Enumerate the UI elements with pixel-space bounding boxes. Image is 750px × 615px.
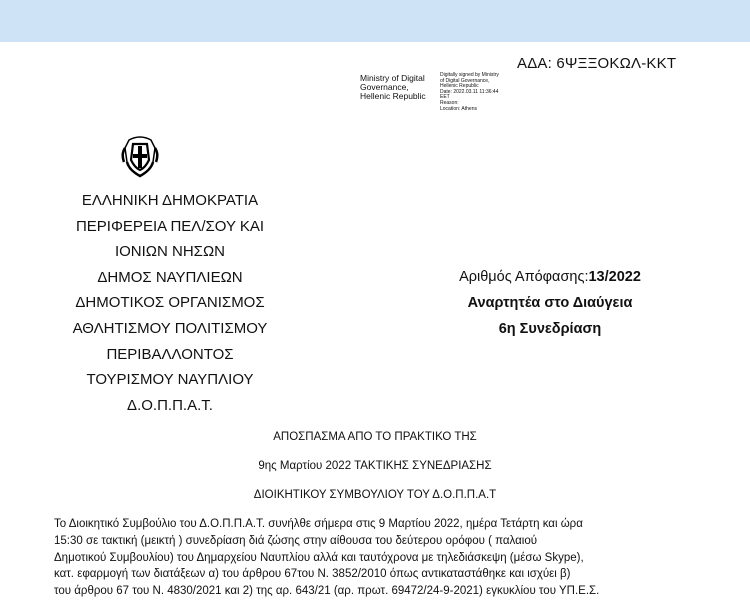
authority-line: ΕΛΛΗΝΙΚΗ ΔΗΜΟΚΡΑΤΙΑ bbox=[81, 192, 259, 209]
authority-line: ΔΗΜΟΣ ΝΑΥΠΛΙΕΩΝ bbox=[97, 268, 243, 286]
signature-detail-line: EET bbox=[440, 94, 450, 101]
signature-detail-line: of Digital Governance, bbox=[440, 77, 490, 84]
authority-line: ΤΟΥΡΙΣΜΟΥ ΝΑΥΠΛΙΟΥ bbox=[86, 371, 254, 389]
signature-detail-line: Hellenic Republic bbox=[440, 83, 479, 90]
top-bar bbox=[0, 0, 750, 42]
authority-line: Δ.Ο.Π.Π.Α.Τ. bbox=[127, 396, 213, 414]
body-line: 15:30 σε τακτική (μεικτή ) συνεδρίαση διά ζώσης στην αίθουσα του δεύτερου ορόφου ( παλαιού bbox=[54, 534, 538, 547]
extract-title bbox=[0, 423, 750, 510]
decision-session: 6η Συνεδρίαση bbox=[498, 321, 602, 337]
authority-line: ΠΕΡΙΦΕΡΕΙΑ ΠΕΛ/ΣΟΥ ΚΑΙ bbox=[75, 217, 265, 235]
signature-signer bbox=[360, 74, 440, 101]
decision-number bbox=[420, 264, 680, 290]
greek-emblem-icon bbox=[115, 132, 165, 182]
signer-line: Ministry of Digital bbox=[360, 73, 425, 83]
signature-detail-line: Reason: bbox=[440, 99, 459, 106]
decision-block bbox=[420, 264, 680, 342]
authority-line: ΠΕΡΙΒΑΛΛΟΝΤΟΣ bbox=[106, 345, 234, 363]
signature-details bbox=[440, 73, 540, 112]
signer-line: Hellenic Republic bbox=[360, 91, 426, 101]
authority-line: ΑΘΛΗΤΙΣΜΟΥ ΠΟΛΙΤΙΣΜΟΥ bbox=[72, 319, 268, 337]
authority-line: ΙΟΝΙΩΝ ΝΗΣΩΝ bbox=[114, 243, 226, 261]
body-line: κατ. εφαρμογή των διατάξεων α) του άρθρου 67του Ν. 3852/2010 όπως αντικαταστάθηκε και ισχύει β) bbox=[54, 568, 571, 581]
extract-line: 9ης Μαρτίου 2022 ΤΑΚΤΙΚΗΣ ΣΥΝΕΔΡΙΑΣΗΣ bbox=[258, 460, 492, 472]
body-line: Δημοτικού Συμβουλίου) του Δημαρχείου Ναυπλίου αλλά και ταυτόχρονα με τηλεδιάσκεψη (μέσω Skype), bbox=[54, 551, 584, 564]
authority-header bbox=[40, 188, 300, 418]
signature-detail-line: Date: 2022.03.11 11:36:44 bbox=[440, 88, 499, 95]
ada-code: ΑΔΑ: 6ΨΞΞΟΚΩΛ-ΚΚΤ bbox=[517, 55, 677, 72]
extract-line: ΑΠΟΣΠΑΣΜΑ ΑΠΟ ΤΟ ΠΡΑΚΤΙΚΟ ΤΗΣ bbox=[273, 431, 477, 443]
decision-number-value: 13/2022 bbox=[588, 269, 641, 285]
minutes-body bbox=[54, 516, 714, 600]
body-line: Το Διοικητικό Συμβούλιο του Δ.Ο.Π.Π.Α.Τ. συνήλθε σήμερα στις 9 Μαρτίου 2022, ημέρα Τετάρτη και ώρα bbox=[54, 518, 583, 530]
decision-posting: Αναρτητέα στο Διαύγεια bbox=[467, 295, 633, 311]
decision-number-label: Αριθμός Απόφασης: bbox=[459, 269, 589, 285]
signature-detail-line: Digitally signed by Ministry bbox=[440, 72, 499, 78]
signer-line: Governance, bbox=[360, 82, 409, 92]
authority-line: ΔΗΜΟΤΙΚΟΣ ΟΡΓΑΝΙΣΜΟΣ bbox=[75, 294, 265, 312]
signature-detail-line: Location: Athens bbox=[440, 105, 477, 112]
body-line: του άρθρου 67 του Ν. 4830/2021 και 2) της αρ. 643/21 (αρ. πρωτ. 69472/24-9-2021) εγκυκλίου του ΥΠ.Ε.Σ. bbox=[54, 585, 600, 598]
extract-line: ΔΙΟΙΚΗΤΙΚΟΥ ΣΥΜΒΟΥΛΙΟΥ ΤΟΥ Δ.Ο.Π.Π.Α.Τ bbox=[253, 489, 497, 501]
